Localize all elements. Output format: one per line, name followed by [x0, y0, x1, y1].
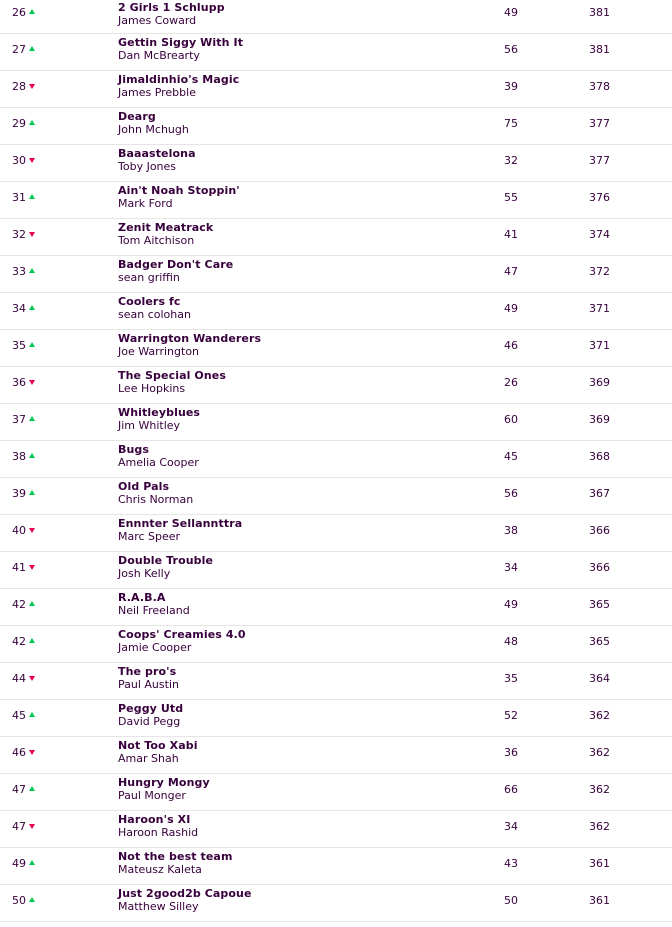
manager-name: Lee Hopkins — [118, 382, 186, 395]
arrow-up-icon — [29, 416, 35, 421]
total-points: 372 — [589, 265, 610, 278]
standings-row[interactable] — [0, 441, 672, 478]
rank-value: 37 — [12, 413, 26, 426]
rank-value: 33 — [12, 265, 26, 278]
team-name-link[interactable]: Badger Don't Care — [118, 258, 234, 271]
manager-name: James Coward — [118, 14, 197, 27]
rank-value: 41 — [12, 561, 26, 574]
rank-value: 29 — [12, 117, 26, 130]
arrow-up-icon — [29, 638, 35, 643]
arrow-up-icon — [29, 120, 35, 125]
rank-value: 34 — [12, 302, 26, 315]
arrow-down-icon — [29, 84, 35, 89]
total-points: 361 — [589, 857, 610, 870]
gameweek-points: 34 — [504, 820, 518, 833]
arrow-down-icon — [29, 676, 35, 681]
manager-name: Haroon Rashid — [118, 826, 199, 839]
team-name-link[interactable]: The pro's — [118, 665, 177, 678]
standings-row[interactable] — [0, 737, 672, 774]
rank-value: 49 — [12, 857, 26, 870]
manager-name: Joe Warrington — [118, 345, 200, 358]
total-points: 367 — [589, 487, 610, 500]
rank-value: 42 — [12, 598, 26, 611]
rank-value: 44 — [12, 672, 26, 685]
standings-row[interactable] — [0, 552, 672, 589]
total-points: 381 — [589, 6, 610, 19]
total-points: 362 — [589, 709, 610, 722]
manager-name: Dan McBrearty — [118, 49, 200, 62]
standings-row[interactable] — [0, 811, 672, 848]
manager-name: Neil Freeland — [118, 604, 190, 617]
rank-value: 32 — [12, 228, 26, 241]
total-points: 366 — [589, 524, 610, 537]
manager-name: Chris Norman — [118, 493, 194, 506]
team-name-link[interactable]: Not the best team — [118, 850, 233, 863]
arrow-up-icon — [29, 601, 35, 606]
team-name-link[interactable]: Double Trouble — [118, 554, 214, 567]
arrow-up-icon — [29, 305, 35, 310]
gameweek-points: 49 — [504, 302, 518, 315]
rank-value: 31 — [12, 191, 26, 204]
total-points: 371 — [589, 339, 610, 352]
team-name-link[interactable]: The Special Ones — [118, 369, 226, 382]
total-points: 381 — [589, 43, 610, 56]
rank-value: 40 — [12, 524, 26, 537]
arrow-down-icon — [29, 380, 35, 385]
rank-value: 28 — [12, 80, 26, 93]
standings-row[interactable] — [0, 848, 672, 885]
team-name-link[interactable]: Dearg — [118, 110, 156, 123]
manager-name: Matthew Silley — [118, 900, 199, 913]
rank-value: 38 — [12, 450, 26, 463]
standings-row[interactable] — [0, 71, 672, 108]
gameweek-points: 36 — [504, 746, 518, 759]
arrow-up-icon — [29, 46, 35, 51]
gameweek-points: 26 — [504, 376, 518, 389]
arrow-down-icon — [29, 528, 35, 533]
gameweek-points: 75 — [504, 117, 518, 130]
arrow-up-icon — [29, 268, 35, 273]
team-name-link[interactable]: Zenit Meatrack — [118, 221, 214, 234]
gameweek-points: 48 — [504, 635, 518, 648]
total-points: 364 — [589, 672, 610, 685]
gameweek-points: 55 — [504, 191, 518, 204]
standings-row[interactable] — [0, 219, 672, 256]
team-name-link[interactable]: Bugs — [118, 443, 150, 456]
standings-row[interactable] — [0, 145, 672, 182]
arrow-down-icon — [29, 158, 35, 163]
gameweek-points: 32 — [504, 154, 518, 167]
total-points: 365 — [589, 635, 610, 648]
total-points: 365 — [589, 598, 610, 611]
manager-name: Toby Jones — [118, 160, 177, 173]
standings-row[interactable] — [0, 34, 672, 71]
manager-name: James Prebble — [118, 86, 196, 99]
arrow-up-icon — [29, 342, 35, 347]
standings-row[interactable] — [0, 663, 672, 700]
total-points: 362 — [589, 820, 610, 833]
gameweek-points: 39 — [504, 80, 518, 93]
manager-name: Mark Ford — [118, 197, 173, 210]
gameweek-points: 35 — [504, 672, 518, 685]
rank-value: 42 — [12, 635, 26, 648]
gameweek-points: 47 — [504, 265, 518, 278]
team-name-link[interactable]: Just 2good2b Capoue — [118, 887, 252, 900]
team-name-link[interactable]: Peggy Utd — [118, 702, 184, 715]
arrow-up-icon — [29, 897, 35, 902]
rank-value: 30 — [12, 154, 26, 167]
manager-name: Paul Monger — [118, 789, 186, 802]
team-name-link[interactable]: Hungry Mongy — [118, 776, 210, 789]
total-points: 374 — [589, 228, 610, 241]
arrow-up-icon — [29, 9, 35, 14]
total-points: 361 — [589, 894, 610, 907]
standings-row[interactable] — [0, 256, 672, 293]
manager-name: John Mchugh — [118, 123, 189, 136]
standings-row[interactable] — [0, 700, 672, 737]
manager-name: Jamie Cooper — [118, 641, 192, 654]
gameweek-points: 66 — [504, 783, 518, 796]
manager-name: Jim Whitley — [118, 419, 181, 432]
total-points: 366 — [589, 561, 610, 574]
standings-row[interactable] — [0, 885, 672, 922]
team-name-link[interactable]: Warrington Wanderers — [118, 332, 262, 345]
standings-row[interactable] — [0, 182, 672, 219]
standings-row[interactable] — [0, 0, 672, 34]
rank-value: 46 — [12, 746, 26, 759]
manager-name: Marc Speer — [118, 530, 181, 543]
arrow-up-icon — [29, 490, 35, 495]
standings-row[interactable] — [0, 293, 672, 330]
standings-row[interactable] — [0, 774, 672, 811]
gameweek-points: 43 — [504, 857, 518, 870]
standings-row[interactable] — [0, 478, 672, 515]
team-name-link[interactable]: Ain't Noah Stoppin' — [118, 184, 240, 197]
standings-row[interactable] — [0, 515, 672, 552]
arrow-up-icon — [29, 860, 35, 865]
gameweek-points: 38 — [504, 524, 518, 537]
team-name-link[interactable]: Haroon's XI — [118, 813, 191, 826]
total-points: 376 — [589, 191, 610, 204]
arrow-up-icon — [29, 786, 35, 791]
team-name-link[interactable]: Gettin Siggy With It — [118, 36, 244, 49]
manager-name: David Pegg — [118, 715, 181, 728]
gameweek-points: 49 — [504, 6, 518, 19]
standings-row[interactable] — [0, 367, 672, 404]
rank-value: 27 — [12, 43, 26, 56]
arrow-up-icon — [29, 712, 35, 717]
gameweek-points: 60 — [504, 413, 518, 426]
standings-row[interactable] — [0, 108, 672, 145]
arrow-up-icon — [29, 194, 35, 199]
manager-name: Tom Aitchison — [118, 234, 195, 247]
arrow-down-icon — [29, 750, 35, 755]
arrow-up-icon — [29, 453, 35, 458]
team-name-link[interactable]: R.A.B.A — [118, 591, 166, 604]
manager-name: sean griffin — [118, 271, 180, 284]
gameweek-points: 56 — [504, 43, 518, 56]
team-name-link[interactable]: Coolers fc — [118, 295, 181, 308]
standings-row[interactable] — [0, 404, 672, 441]
rank-value: 45 — [12, 709, 26, 722]
manager-name: Paul Austin — [118, 678, 179, 691]
manager-name: Josh Kelly — [118, 567, 171, 580]
arrow-down-icon — [29, 565, 35, 570]
team-name-link[interactable]: Coops' Creamies 4.0 — [118, 628, 246, 641]
team-name-link[interactable]: 2 Girls 1 Schlupp — [118, 1, 225, 14]
gameweek-points: 45 — [504, 450, 518, 463]
manager-name: Amar Shah — [118, 752, 179, 765]
gameweek-points: 46 — [504, 339, 518, 352]
total-points: 362 — [589, 783, 610, 796]
manager-name: Amelia Cooper — [118, 456, 199, 469]
arrow-down-icon — [29, 232, 35, 237]
manager-name: sean colohan — [118, 308, 191, 321]
rank-value: 50 — [12, 894, 26, 907]
team-name-link[interactable]: Baaastelona — [118, 147, 196, 160]
total-points: 369 — [589, 413, 610, 426]
rank-value: 36 — [12, 376, 26, 389]
total-points: 368 — [589, 450, 610, 463]
standings-row[interactable] — [0, 626, 672, 663]
total-points: 371 — [589, 302, 610, 315]
gameweek-points: 56 — [504, 487, 518, 500]
standings-row[interactable] — [0, 589, 672, 626]
total-points: 378 — [589, 80, 610, 93]
team-name-link[interactable]: Old Pals — [118, 480, 170, 493]
manager-name: Mateusz Kaleta — [118, 863, 202, 876]
standings-row[interactable] — [0, 330, 672, 367]
rank-value: 26 — [12, 6, 26, 19]
team-name-link[interactable]: Not Too Xabi — [118, 739, 198, 752]
gameweek-points: 52 — [504, 709, 518, 722]
team-name-link[interactable]: Ennnter Sellannttra — [118, 517, 243, 530]
rank-value: 47 — [12, 820, 26, 833]
total-points: 377 — [589, 117, 610, 130]
gameweek-points: 50 — [504, 894, 518, 907]
rank-value: 35 — [12, 339, 26, 352]
rank-value: 39 — [12, 487, 26, 500]
team-name-link[interactable]: Whitleyblues — [118, 406, 201, 419]
gameweek-points: 41 — [504, 228, 518, 241]
rank-value: 47 — [12, 783, 26, 796]
total-points: 369 — [589, 376, 610, 389]
team-name-link[interactable]: Jimaldinhio's Magic — [118, 73, 240, 86]
total-points: 362 — [589, 746, 610, 759]
total-points: 377 — [589, 154, 610, 167]
gameweek-points: 49 — [504, 598, 518, 611]
arrow-down-icon — [29, 824, 35, 829]
gameweek-points: 34 — [504, 561, 518, 574]
